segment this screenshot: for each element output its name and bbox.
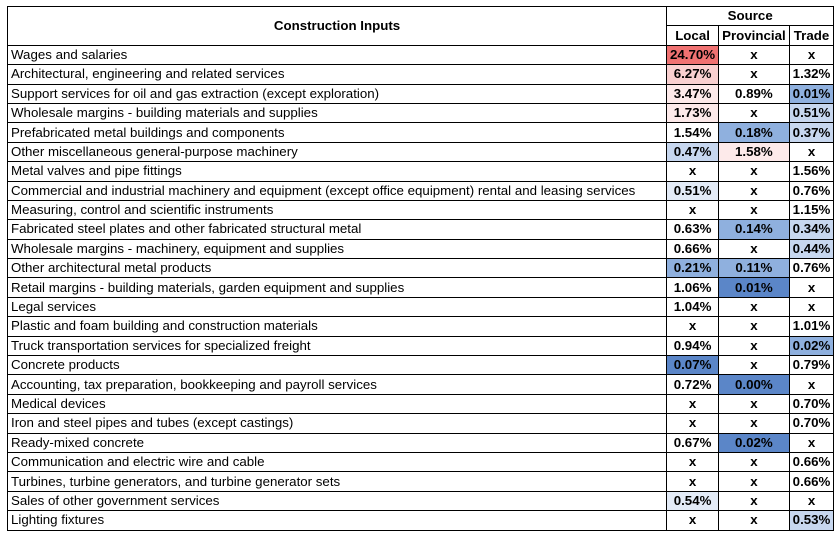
trade-value-cell: x [789, 491, 834, 510]
trade-value-cell: 1.01% [789, 317, 834, 336]
table-row [8, 142, 834, 161]
local-value-cell: 0.63% [667, 220, 719, 239]
local-value-cell: 1.04% [667, 297, 719, 316]
table-row [8, 103, 834, 122]
table-row [8, 375, 834, 394]
provincial-value-cell: 0.11% [719, 259, 790, 278]
trade-value-cell: 0.76% [789, 259, 834, 278]
trade-value-cell: x [789, 375, 834, 394]
row-name-cell: Accounting, tax preparation, bookkeeping and payroll services [8, 375, 667, 394]
trade-value-cell: 0.66% [789, 472, 834, 491]
row-name-cell: Other architectural metal products [8, 259, 667, 278]
provincial-value-cell: 1.58% [719, 142, 790, 161]
row-name-cell: Commercial and industrial machinery and equipment (except office equipment) rental and leasing services [8, 181, 667, 200]
table-row [8, 278, 834, 297]
table-row [8, 239, 834, 258]
table-row [8, 65, 834, 84]
trade-value-cell: 0.34% [789, 220, 834, 239]
local-value-cell: 0.21% [667, 259, 719, 278]
row-name-cell: Legal services [8, 297, 667, 316]
local-value-cell: 0.54% [667, 491, 719, 510]
local-value-cell: 0.07% [667, 356, 719, 375]
local-value-cell: x [667, 200, 719, 219]
trade-value-cell: 0.02% [789, 336, 834, 355]
provincial-value-cell: x [719, 200, 790, 219]
table-row [8, 491, 834, 510]
row-name-cell: Other miscellaneous general-purpose machinery [8, 142, 667, 161]
provincial-value-cell: x [719, 65, 790, 84]
provincial-value-cell: 0.89% [719, 84, 790, 103]
local-header: Local [667, 26, 719, 45]
header-row-top [8, 7, 834, 26]
trade-value-cell: 0.79% [789, 356, 834, 375]
trade-value-cell: x [789, 142, 834, 161]
table-row [8, 356, 834, 375]
row-name-cell: Lighting fixtures [8, 511, 667, 530]
provincial-value-cell: x [719, 181, 790, 200]
table-row [8, 220, 834, 239]
table-body [8, 45, 834, 530]
table-row [8, 181, 834, 200]
table-row [8, 123, 834, 142]
trade-value-cell: 0.70% [789, 414, 834, 433]
table-row [8, 317, 834, 336]
provincial-value-cell: x [719, 317, 790, 336]
local-value-cell: x [667, 414, 719, 433]
row-name-cell: Wholesale margins - building materials and supplies [8, 103, 667, 122]
local-value-cell: 0.51% [667, 181, 719, 200]
provincial-value-cell: x [719, 162, 790, 181]
local-value-cell: x [667, 394, 719, 413]
trade-value-cell: x [789, 297, 834, 316]
provincial-value-cell: 0.18% [719, 123, 790, 142]
local-value-cell: x [667, 317, 719, 336]
local-value-cell: 6.27% [667, 65, 719, 84]
row-name-cell: Measuring, control and scientific instruments [8, 200, 667, 219]
construction-inputs-table [7, 6, 834, 531]
local-value-cell: 0.66% [667, 239, 719, 258]
local-value-cell: 1.73% [667, 103, 719, 122]
table-row [8, 394, 834, 413]
row-name-cell: Iron and steel pipes and tubes (except castings) [8, 414, 667, 433]
construction-inputs-header: Construction Inputs [8, 7, 667, 46]
local-value-cell: 0.72% [667, 375, 719, 394]
row-name-cell: Medical devices [8, 394, 667, 413]
table-row [8, 45, 834, 64]
provincial-value-cell: x [719, 45, 790, 64]
table-row [8, 414, 834, 433]
provincial-value-cell: x [719, 452, 790, 471]
table-row [8, 511, 834, 530]
trade-value-cell: 0.01% [789, 84, 834, 103]
table-row [8, 452, 834, 471]
table-row [8, 336, 834, 355]
provincial-value-cell: 0.01% [719, 278, 790, 297]
row-name-cell: Architectural, engineering and related services [8, 65, 667, 84]
trade-value-cell: 0.66% [789, 452, 834, 471]
provincial-value-cell: x [719, 472, 790, 491]
row-name-cell: Plastic and foam building and construction materials [8, 317, 667, 336]
local-value-cell: 3.47% [667, 84, 719, 103]
table-row [8, 200, 834, 219]
provincial-value-cell: x [719, 491, 790, 510]
row-name-cell: Wholesale margins - machinery, equipment and supplies [8, 239, 667, 258]
provincial-value-cell: x [719, 511, 790, 530]
provincial-value-cell: x [719, 336, 790, 355]
trade-value-cell: 1.56% [789, 162, 834, 181]
provincial-header: Provincial [719, 26, 790, 45]
trade-value-cell: 1.32% [789, 65, 834, 84]
row-name-cell: Communication and electric wire and cable [8, 452, 667, 471]
local-value-cell: 1.06% [667, 278, 719, 297]
trade-value-cell: 0.37% [789, 123, 834, 142]
provincial-value-cell: x [719, 103, 790, 122]
trade-value-cell: 0.51% [789, 103, 834, 122]
source-header: Source [667, 7, 834, 26]
local-value-cell: x [667, 511, 719, 530]
trade-value-cell: 0.53% [789, 511, 834, 530]
row-name-cell: Metal valves and pipe fittings [8, 162, 667, 181]
trade-value-cell: x [789, 433, 834, 452]
local-value-cell: x [667, 452, 719, 471]
row-name-cell: Sales of other government services [8, 491, 667, 510]
local-value-cell: 24.70% [667, 45, 719, 64]
row-name-cell: Concrete products [8, 356, 667, 375]
row-name-cell: Support services for oil and gas extraction (except exploration) [8, 84, 667, 103]
row-name-cell: Ready-mixed concrete [8, 433, 667, 452]
provincial-value-cell: x [719, 356, 790, 375]
local-value-cell: 0.94% [667, 336, 719, 355]
provincial-value-cell: 0.00% [719, 375, 790, 394]
provincial-value-cell: x [719, 239, 790, 258]
provincial-value-cell: x [719, 297, 790, 316]
table-row [8, 472, 834, 491]
row-name-cell: Wages and salaries [8, 45, 667, 64]
row-name-cell: Retail margins - building materials, garden equipment and supplies [8, 278, 667, 297]
table-row [8, 433, 834, 452]
table-row [8, 259, 834, 278]
row-name-cell: Turbines, turbine generators, and turbine generator sets [8, 472, 667, 491]
local-value-cell: 0.67% [667, 433, 719, 452]
trade-value-cell: 0.44% [789, 239, 834, 258]
trade-header: Trade [789, 26, 834, 45]
trade-value-cell: 1.15% [789, 200, 834, 219]
trade-value-cell: x [789, 278, 834, 297]
table-row [8, 297, 834, 316]
row-name-cell: Truck transportation services for specialized freight [8, 336, 667, 355]
row-name-cell: Prefabricated metal buildings and components [8, 123, 667, 142]
provincial-value-cell: x [719, 414, 790, 433]
local-value-cell: x [667, 472, 719, 491]
row-name-cell: Fabricated steel plates and other fabricated structural metal [8, 220, 667, 239]
provincial-value-cell: 0.02% [719, 433, 790, 452]
table-row [8, 84, 834, 103]
trade-value-cell: x [789, 45, 834, 64]
local-value-cell: 1.54% [667, 123, 719, 142]
trade-value-cell: 0.70% [789, 394, 834, 413]
local-value-cell: 0.47% [667, 142, 719, 161]
trade-value-cell: 0.76% [789, 181, 834, 200]
local-value-cell: x [667, 162, 719, 181]
table-row [8, 162, 834, 181]
provincial-value-cell: 0.14% [719, 220, 790, 239]
provincial-value-cell: x [719, 394, 790, 413]
